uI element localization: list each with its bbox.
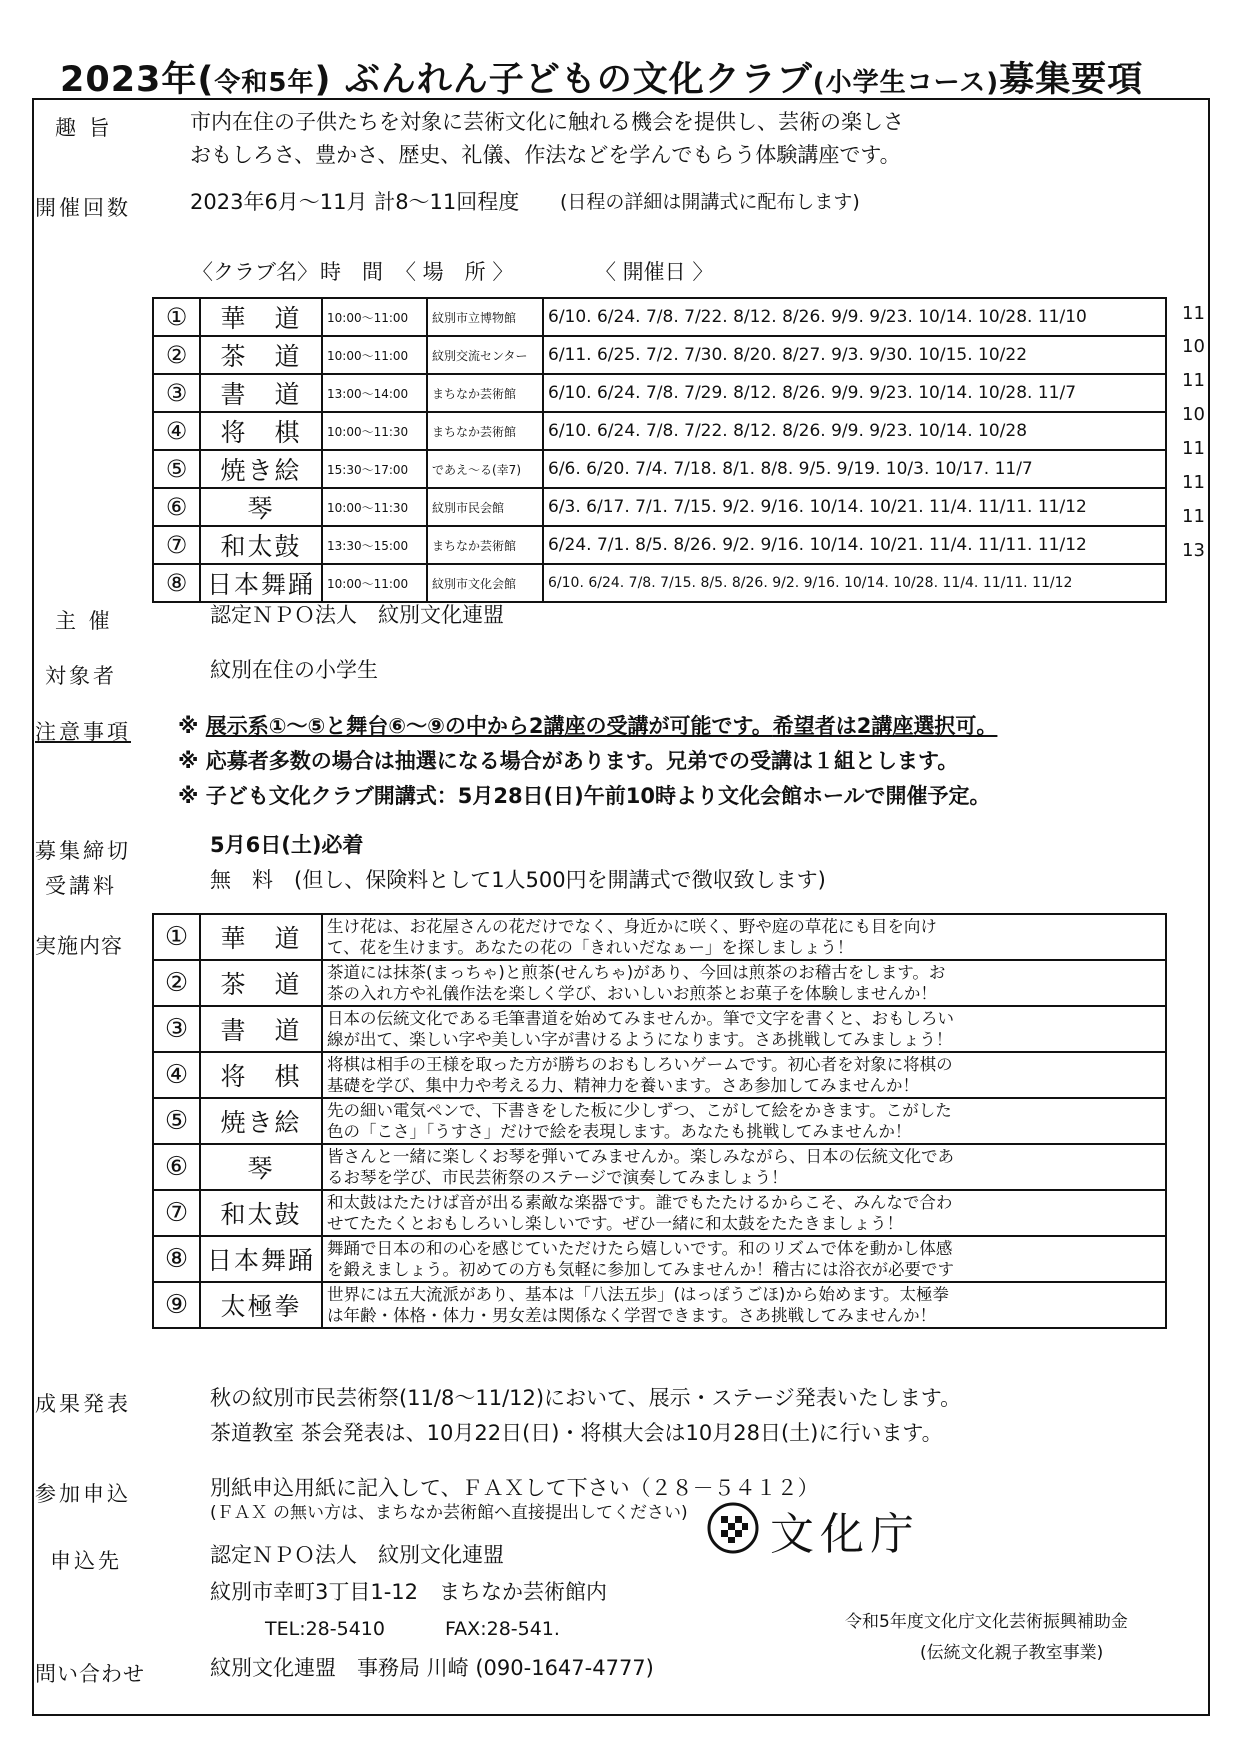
schedule-table <box>152 297 1167 603</box>
content-row <box>153 1006 1166 1052</box>
schedule-count: 11 <box>1182 303 1205 324</box>
schedule-header-club: 〈クラブ名〉 <box>192 260 318 284</box>
title-era: 令和5年 <box>214 68 315 98</box>
schedule-dates: 6/10. 6/24. 7/8. 7/29. 8/12. 8/26. 9/9. 9/23. 10/14. 10/28. 11/7 <box>543 374 1166 412</box>
schedule-time: 10:00～11:30 <box>322 488 427 526</box>
schedule-row <box>153 374 1166 412</box>
content-num: ② <box>153 960 200 1006</box>
schedule-time: 10:00～11:30 <box>322 412 427 450</box>
content-num: ⑧ <box>153 1236 200 1282</box>
content-desc-line: 基礎を学び、集中力や考える力、精神力を養います。さあ参加してみませんか！ <box>327 1076 920 1095</box>
schedule-club: 華 道 <box>200 298 322 336</box>
schedule-dates: 6/24. 7/1. 8/5. 8/26. 9/2. 9/16. 10/14. 10/21. 11/4. 11/11. 11/12 <box>543 526 1166 564</box>
content-desc <box>322 1236 1166 1282</box>
logo-text: 文化庁 <box>770 1509 920 1560</box>
page-title <box>60 52 1180 102</box>
sessions-label: 開催回数 <box>35 196 131 220</box>
content-desc-line: 和太鼓はたたけば音が出る素敵な楽器です。誰でもたたけるからこそ、みんなで合わ <box>327 1193 953 1212</box>
schedule-num: ② <box>153 336 200 374</box>
content-desc-line: せてたたくとおもしろいし楽しいです。ぜひ一緒に和太鼓をたたきましょう！ <box>327 1214 904 1233</box>
notes-line-1-extra: 希望者は2講座選択可。 <box>772 714 998 738</box>
title-close: ) <box>314 60 345 100</box>
schedule-club: 琴 <box>200 488 322 526</box>
results-label: 成果発表 <box>35 1392 131 1416</box>
schedule-row <box>153 564 1166 602</box>
content-desc-line: 将棋は相手の王様を取った方が勝ちのおもしろいゲームです。初心者を対象に将棋の <box>327 1055 953 1074</box>
purpose-line-1: 市内在住の子供たちを対象に芸術文化に触れる機会を提供し、芸術の楽しさ <box>190 110 904 134</box>
schedule-place: まちなか芸術館 <box>427 526 543 564</box>
dest-label: 申込先 <box>50 1549 122 1573</box>
content-desc-line: 世界には五大流派があり、基本は「八法五歩」(はっぽうごほ)から始めます。太極拳 <box>327 1285 950 1304</box>
schedule-count: 11 <box>1182 370 1205 391</box>
schedule-club: 書 道 <box>200 374 322 412</box>
schedule-dates: 6/10. 6/24. 7/8. 7/22. 8/12. 8/26. 9/9. 9/23. 10/14. 10/28 <box>543 412 1166 450</box>
content-desc <box>322 1190 1166 1236</box>
content-num: ③ <box>153 1006 200 1052</box>
schedule-dates: 6/11. 6/25. 7/2. 7/30. 8/20. 8/27. 9/3. 9/30. 10/15. 10/22 <box>543 336 1166 374</box>
schedule-num: ④ <box>153 412 200 450</box>
schedule-club: 茶 道 <box>200 336 322 374</box>
content-row <box>153 1098 1166 1144</box>
content-desc-line: 先の細い電気ペンで、下書きをした板に少しずつ、こがして絵をかきます。こがした <box>327 1101 952 1120</box>
content-desc <box>322 960 1166 1006</box>
schedule-row <box>153 336 1166 374</box>
notes-label: 注意事項 <box>35 720 131 744</box>
schedule-place: 紋別市民会館 <box>427 488 543 526</box>
schedule-place: 紋別交流センター <box>427 336 543 374</box>
schedule-time: 10:00～11:00 <box>322 336 427 374</box>
schedule-row <box>153 412 1166 450</box>
schedule-place: 紋別市立博物館 <box>427 298 543 336</box>
schedule-count: 11 <box>1182 438 1205 459</box>
schedule-time: 13:30～15:00 <box>322 526 427 564</box>
content-desc <box>322 1098 1166 1144</box>
content-row <box>153 1052 1166 1098</box>
content-table <box>152 913 1167 1329</box>
content-club: 将 棋 <box>200 1052 322 1098</box>
deadline-text: 5月6日(土)必着 <box>210 833 364 857</box>
dest-fax: FAX:28-541. <box>445 1618 560 1640</box>
content-num: ④ <box>153 1052 200 1098</box>
content-club: 琴 <box>200 1144 322 1190</box>
content-desc-line: は年齢・体格・体力・男女差は関係なく学習できます。さあ挑戦してみませんか！ <box>327 1306 937 1325</box>
results-line-2: 茶道教室 茶会発表は、10月22日(日)・将棋大会は10月28日(土)に行います。 <box>210 1421 943 1445</box>
schedule-place: であえ～る(幸7) <box>427 450 543 488</box>
dest-line-1: 認定ＮＰＯ法人 紋別文化連盟 <box>210 1543 504 1567</box>
content-club: 和太鼓 <box>200 1190 322 1236</box>
deadline-label: 募集締切 <box>35 839 131 863</box>
title-tail: 募集要項 <box>999 60 1144 100</box>
title-year: 2023年( <box>60 60 215 100</box>
schedule-time: 15:30～17:00 <box>322 450 427 488</box>
dest-line-2: 紋別市幸町3丁目1-12 まちなか芸術館内 <box>210 1580 608 1604</box>
notes-line-3: ※ 子ども文化クラブ開講式：5月28日(日)午前10時より文化会館ホールで開催予定。 <box>178 784 991 808</box>
content-club: 華 道 <box>200 914 322 960</box>
schedule-num: ⑧ <box>153 564 200 602</box>
schedule-place: まちなか芸術館 <box>427 412 543 450</box>
schedule-count: 10 <box>1182 404 1205 425</box>
content-row <box>153 1190 1166 1236</box>
target-label: 対象者 <box>45 664 117 688</box>
content-row <box>153 1236 1166 1282</box>
content-row <box>153 914 1166 960</box>
target-text: 紋別在住の小学生 <box>210 658 378 682</box>
purpose-line-2: おもしろさ、豊かさ、歴史、礼儀、作法などを学んでもらう体験講座です。 <box>190 143 901 167</box>
apply-label: 参加申込 <box>35 1482 131 1506</box>
schedule-dates: 6/10. 6/24. 7/8. 7/22. 8/12. 8/26. 9/9. 9/23. 10/14. 10/28. 11/10 <box>543 298 1166 336</box>
fee-label: 受講料 <box>45 874 117 898</box>
organizer-text: 認定ＮＰＯ法人 紋別文化連盟 <box>210 603 504 627</box>
title-course: (小学生コース) <box>812 68 1000 98</box>
schedule-place: まちなか芸術館 <box>427 374 543 412</box>
content-desc <box>322 1282 1166 1328</box>
schedule-count: 13 <box>1182 540 1205 561</box>
content-row <box>153 960 1166 1006</box>
content-desc-line: て、花を生けます。あなたの花の「きれいだなぁー」を探しましょう！ <box>327 938 854 957</box>
schedule-club: 焼き絵 <box>200 450 322 488</box>
results-line-1: 秋の紋別市民芸術祭(11/8～11/12)において、展示・ステージ発表いたします。 <box>210 1386 962 1410</box>
schedule-row <box>153 298 1166 336</box>
grant-line-1: 令和5年度文化庁文化芸術振興補助金 <box>845 1612 1128 1632</box>
content-club: 日本舞踊 <box>200 1236 322 1282</box>
title-club: ぶんれん子どもの文化クラブ <box>344 60 813 100</box>
schedule-num: ① <box>153 298 200 336</box>
notes-line-2: ※ 応募者多数の場合は抽選になる場合があります。兄弟での受講は１組とします。 <box>178 749 959 773</box>
content-desc <box>322 1052 1166 1098</box>
content-label: 実施内容 <box>35 934 123 958</box>
apply-line-1: 別紙申込用紙に記入して、ＦＡＸして下さい（２８－５４１２） <box>210 1476 819 1500</box>
content-club: 焼き絵 <box>200 1098 322 1144</box>
content-desc-line: 生け花は、お花屋さんの花だけでなく、身近かに咲く、野や庭の草花にも目を向け <box>327 917 937 936</box>
content-num: ⑨ <box>153 1282 200 1328</box>
sessions-note: (日程の詳細は開講式に配布します) <box>560 191 860 213</box>
contact-label: 問い合わせ <box>35 1662 145 1686</box>
content-desc-line: るお琴を学び、市民芸術祭のステージで演奏してみましょう！ <box>327 1168 788 1187</box>
content-num: ① <box>153 914 200 960</box>
content-desc-line: 茶の入れ方や礼儀作法を楽しく学び、おいしいお煎茶とお菓子を体験しませんか！ <box>327 984 937 1003</box>
content-club: 太極拳 <box>200 1282 322 1328</box>
content-num: ⑥ <box>153 1144 200 1190</box>
content-desc-line: 色の「こさ」「うすさ」だけで絵を表現します。あなたも挑戦してみませんか！ <box>327 1122 912 1141</box>
purpose-label: 趣 旨 <box>55 116 113 140</box>
apply-line-2: (ＦＡＸ の無い方は、まちなか芸術館へ直接提出してください) <box>210 1503 688 1523</box>
notes-mark: ※ <box>178 714 206 738</box>
schedule-time: 10:00～11:00 <box>322 564 427 602</box>
schedule-time: 13:00～14:00 <box>322 374 427 412</box>
schedule-header-place: 〈 場 所 〉 <box>395 260 514 284</box>
content-desc-line: 線が出て、楽しい字や美しい字が書けるようになります。さあ挑戦してみましょう！ <box>327 1030 953 1049</box>
content-num: ⑤ <box>153 1098 200 1144</box>
content-desc-line: 茶道には抹茶(まっちゃ)と煎茶(せんちゃ)があり、今回は煎茶のお稽古をします。お <box>327 963 946 982</box>
schedule-num: ⑤ <box>153 450 200 488</box>
content-num: ⑦ <box>153 1190 200 1236</box>
schedule-count: 10 <box>1182 336 1205 357</box>
content-desc <box>322 914 1166 960</box>
schedule-club: 和太鼓 <box>200 526 322 564</box>
schedule-num: ③ <box>153 374 200 412</box>
content-club: 書 道 <box>200 1006 322 1052</box>
schedule-row <box>153 526 1166 564</box>
schedule-row <box>153 450 1166 488</box>
content-desc-line: 舞踊で日本の和の心を感じていただけたら嬉しいです。和のリズムで体を動かし体感 <box>327 1239 953 1258</box>
schedule-header-dates: 〈 開催日 〉 <box>595 260 714 284</box>
schedule-dates: 6/10. 6/24. 7/8. 7/15. 8/5. 8/26. 9/2. 9/16. 10/14. 10/28. 11/4. 11/11. 11/12 <box>543 564 1166 602</box>
schedule-club: 将 棋 <box>200 412 322 450</box>
content-row <box>153 1282 1166 1328</box>
content-desc-line: 皆さんと一緒に楽しくお琴を弾いてみませんか。楽しみながら、日本の伝統文化であ <box>327 1147 954 1166</box>
content-club: 茶 道 <box>200 960 322 1006</box>
schedule-count: 11 <box>1182 472 1205 493</box>
sessions-text: 2023年6月～11月 計8～11回程度 <box>190 190 520 214</box>
organizer-label: 主 催 <box>55 609 113 633</box>
schedule-row <box>153 488 1166 526</box>
schedule-place: 紋別市文化会館 <box>427 564 543 602</box>
schedule-count: 11 <box>1182 506 1205 527</box>
content-row <box>153 1144 1166 1190</box>
grant-line-2: (伝統文化親子教室事業) <box>920 1643 1104 1663</box>
schedule-time: 10:00～11:00 <box>322 298 427 336</box>
schedule-header-time: 時 間 <box>320 260 383 284</box>
schedule-dates: 6/6. 6/20. 7/4. 7/18. 8/1. 8/8. 9/5. 9/19. 10/3. 10/17. 11/7 <box>543 450 1166 488</box>
content-desc-line: 日本の伝統文化である毛筆書道を始めてみませんか。筆で文字を書くと、おもしろい <box>327 1009 954 1028</box>
schedule-dates: 6/3. 6/17. 7/1. 7/15. 9/2. 9/16. 10/14. 10/21. 11/4. 11/11. 11/12 <box>543 488 1166 526</box>
fee-text: 無 料 (但し、保険料として1人500円を開講式で徴収致します) <box>210 868 826 892</box>
schedule-num: ⑦ <box>153 526 200 564</box>
content-desc <box>322 1144 1166 1190</box>
contact-text: 紋別文化連盟 事務局 川崎 (090-1647-4777) <box>210 1656 654 1680</box>
notes-line-1-main: 展示系①～⑤と舞台⑥～⑨の中から2講座の受講が可能です。 <box>205 714 773 738</box>
content-desc <box>322 1006 1166 1052</box>
schedule-num: ⑥ <box>153 488 200 526</box>
notes-line-1 <box>178 709 997 744</box>
dest-tel: TEL:28-5410 <box>265 1618 385 1640</box>
schedule-club: 日本舞踊 <box>200 564 322 602</box>
content-desc-line: を鍛えましょう。初めての方も気軽に参加してみませんか！稽古には浴衣が必要です <box>327 1260 954 1279</box>
